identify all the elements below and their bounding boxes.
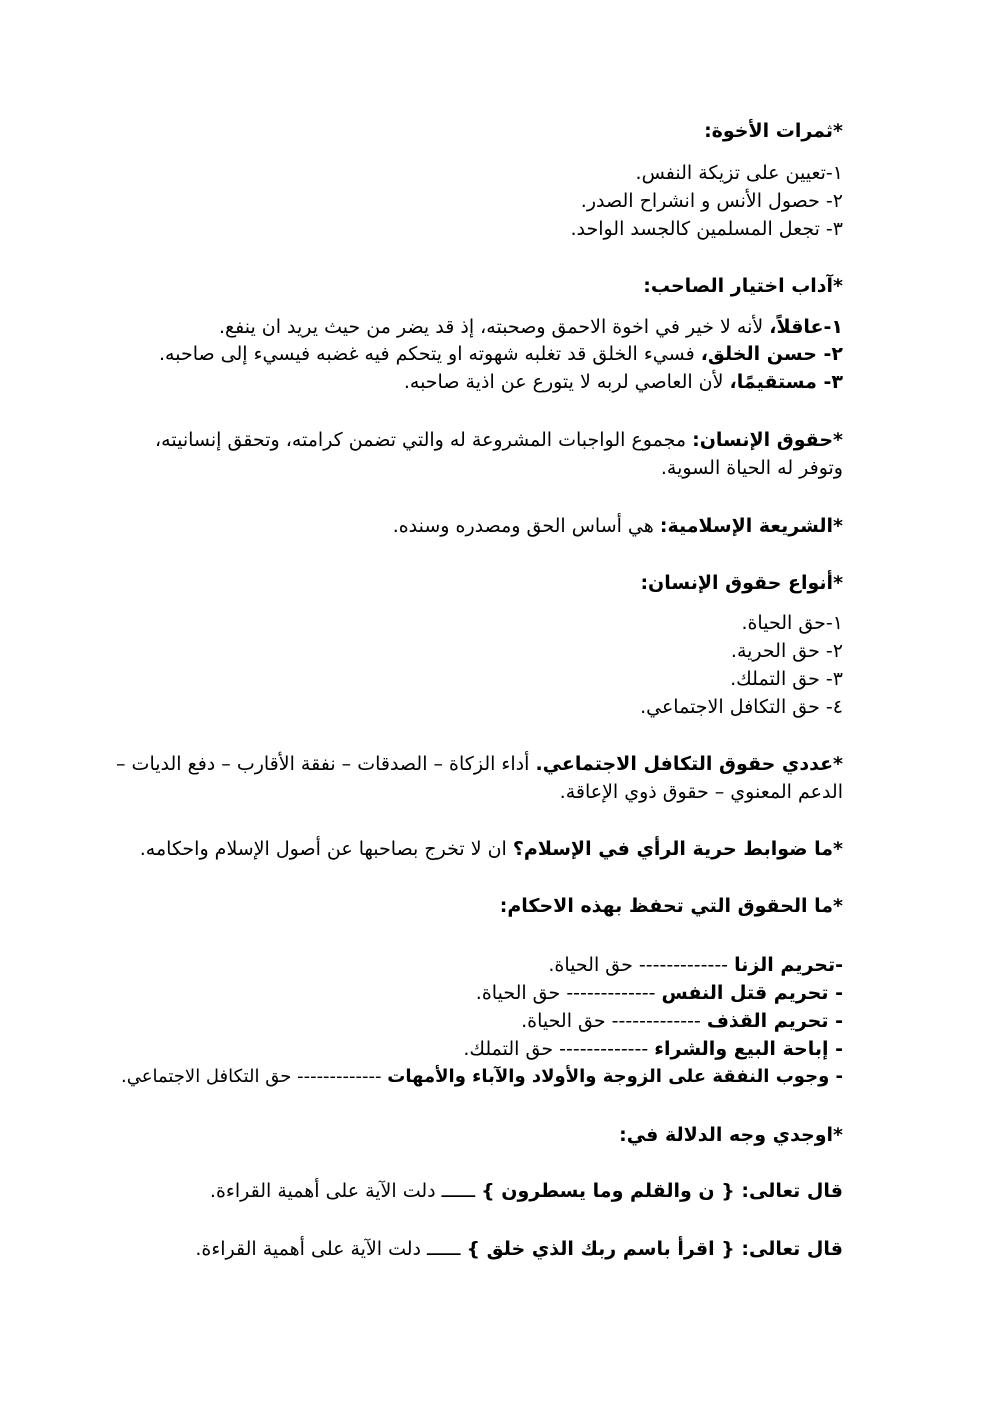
fruits-item: ٣- تجعل المسلمين كالجسد الواحد. xyxy=(570,218,843,240)
sharia-definition xyxy=(393,513,843,539)
ruling-item xyxy=(521,1008,843,1034)
social-solidarity-label: *عددي حقوق التكافل الاجتماعي. xyxy=(535,753,843,775)
companion-heading: *آداب اختيار الصاحب: xyxy=(643,275,843,297)
human-rights-definition-cont: وتوفر له الحياة السوية. xyxy=(660,457,843,479)
companion-item-label: ٣- مستقيمًا، xyxy=(729,371,843,393)
ruling-label: - وجوب النفقة على الزوجة والأولاد والآباء والأمهات xyxy=(387,1066,843,1087)
companion-item-text: لأنه لا خير في اخوة الاحمق وصحبته، إذ قد يضر من حيث يريد ان ينفع. xyxy=(218,316,770,338)
ruling-text: ------------- حق الحياة. xyxy=(521,1010,707,1032)
ruling-label: - تحريم القذف xyxy=(706,1010,843,1032)
freedom-opinion xyxy=(140,836,843,862)
verse-label: قال تعالى: { ن والقلم وما يسطرون } xyxy=(481,1180,843,1202)
rights-type-item: ٣- حق التملك. xyxy=(730,668,843,690)
human-rights-definition xyxy=(155,427,843,453)
companion-item xyxy=(159,341,843,367)
rights-type-item: ١-حق الحياة. xyxy=(741,612,843,634)
ruling-text: ------------- حق الحياة. xyxy=(548,954,735,976)
ruling-item xyxy=(463,1036,843,1062)
ruling-label: - إباحة البيع والشراء xyxy=(654,1038,843,1060)
ruling-item xyxy=(121,1064,843,1090)
social-solidarity-cont: الدعم المعنوي – حقوق ذوي الإعاقة. xyxy=(559,781,843,803)
companion-item-text: لأن العاصي لربه لا يتورع عن اذية صاحبه. xyxy=(403,371,730,393)
fruits-item: ١-تعيين على تزيكة النفس. xyxy=(635,162,843,184)
fruits-heading: *ثمرات الأخوة: xyxy=(704,120,843,142)
companion-item xyxy=(404,369,843,395)
evidence-verse xyxy=(210,1178,843,1204)
ruling-item xyxy=(548,952,843,978)
ruling-label: -تحريم الزنا xyxy=(734,954,843,976)
verse-text: ــــــ دلت الآية على أهمية القراءة. xyxy=(195,1238,467,1260)
ruling-item xyxy=(476,980,843,1006)
companion-item-label: ٢- حسن الخلق، xyxy=(700,343,843,365)
human-rights-label: *حقوق الإنسان: xyxy=(692,429,843,451)
verse-label: قال تعالى: { اقرأ باسم ربك الذي خلق } xyxy=(466,1238,843,1260)
rights-type-item: ٢- حق الحرية. xyxy=(730,640,843,662)
sharia-text: هي أساس الحق ومصدره وسنده. xyxy=(392,515,660,537)
social-solidarity-text: أداء الزكاة – الصدقات – نفقة الأقارب – دفع الديات – xyxy=(116,753,536,775)
ruling-text: ------------- حق التكافل الاجتماعي. xyxy=(121,1066,388,1087)
rights-types-heading: *أنواع حقوق الإنسان: xyxy=(640,572,843,594)
ruling-text: ------------- حق التملك. xyxy=(463,1038,655,1060)
ruling-text: ------------- حق الحياة. xyxy=(475,982,662,1004)
social-solidarity xyxy=(116,751,843,777)
rights-type-item: ٤- حق التكافل الاجتماعي. xyxy=(640,696,843,718)
freedom-opinion-label: *ما ضوابط حرية الرأي في الإسلام؟ xyxy=(512,838,843,860)
evidence-verse xyxy=(195,1236,843,1262)
evidence-heading: *اوجدي وجه الدلالة في: xyxy=(619,1124,843,1146)
companion-item xyxy=(219,314,843,340)
companion-item-text: فسيء الخلق قد تغلبه شهوته او يتحكم فيه غضبه فيسيء إلى صاحبه. xyxy=(158,343,701,365)
fruits-item: ٢- حصول الأنس و انشراح الصدر. xyxy=(580,190,843,212)
verse-text: ــــــ دلت الآية على أهمية القراءة. xyxy=(209,1180,482,1202)
sharia-label: *الشريعة الإسلامية: xyxy=(659,515,843,537)
freedom-opinion-text: ان لا تخرج بصاحبها عن أصول الإسلام واحكامه. xyxy=(139,838,513,860)
human-rights-text: مجموع الواجبات المشروعة له والتي تضمن كرامته، وتحقق إنسانيته، xyxy=(155,429,693,451)
ruling-label: - تحريم قتل النفس xyxy=(661,982,843,1004)
rulings-heading: *ما الحقوق التي تحفظ بهذه الاحكام: xyxy=(499,895,843,917)
companion-item-label: ١-عاقلاً، xyxy=(769,316,843,338)
